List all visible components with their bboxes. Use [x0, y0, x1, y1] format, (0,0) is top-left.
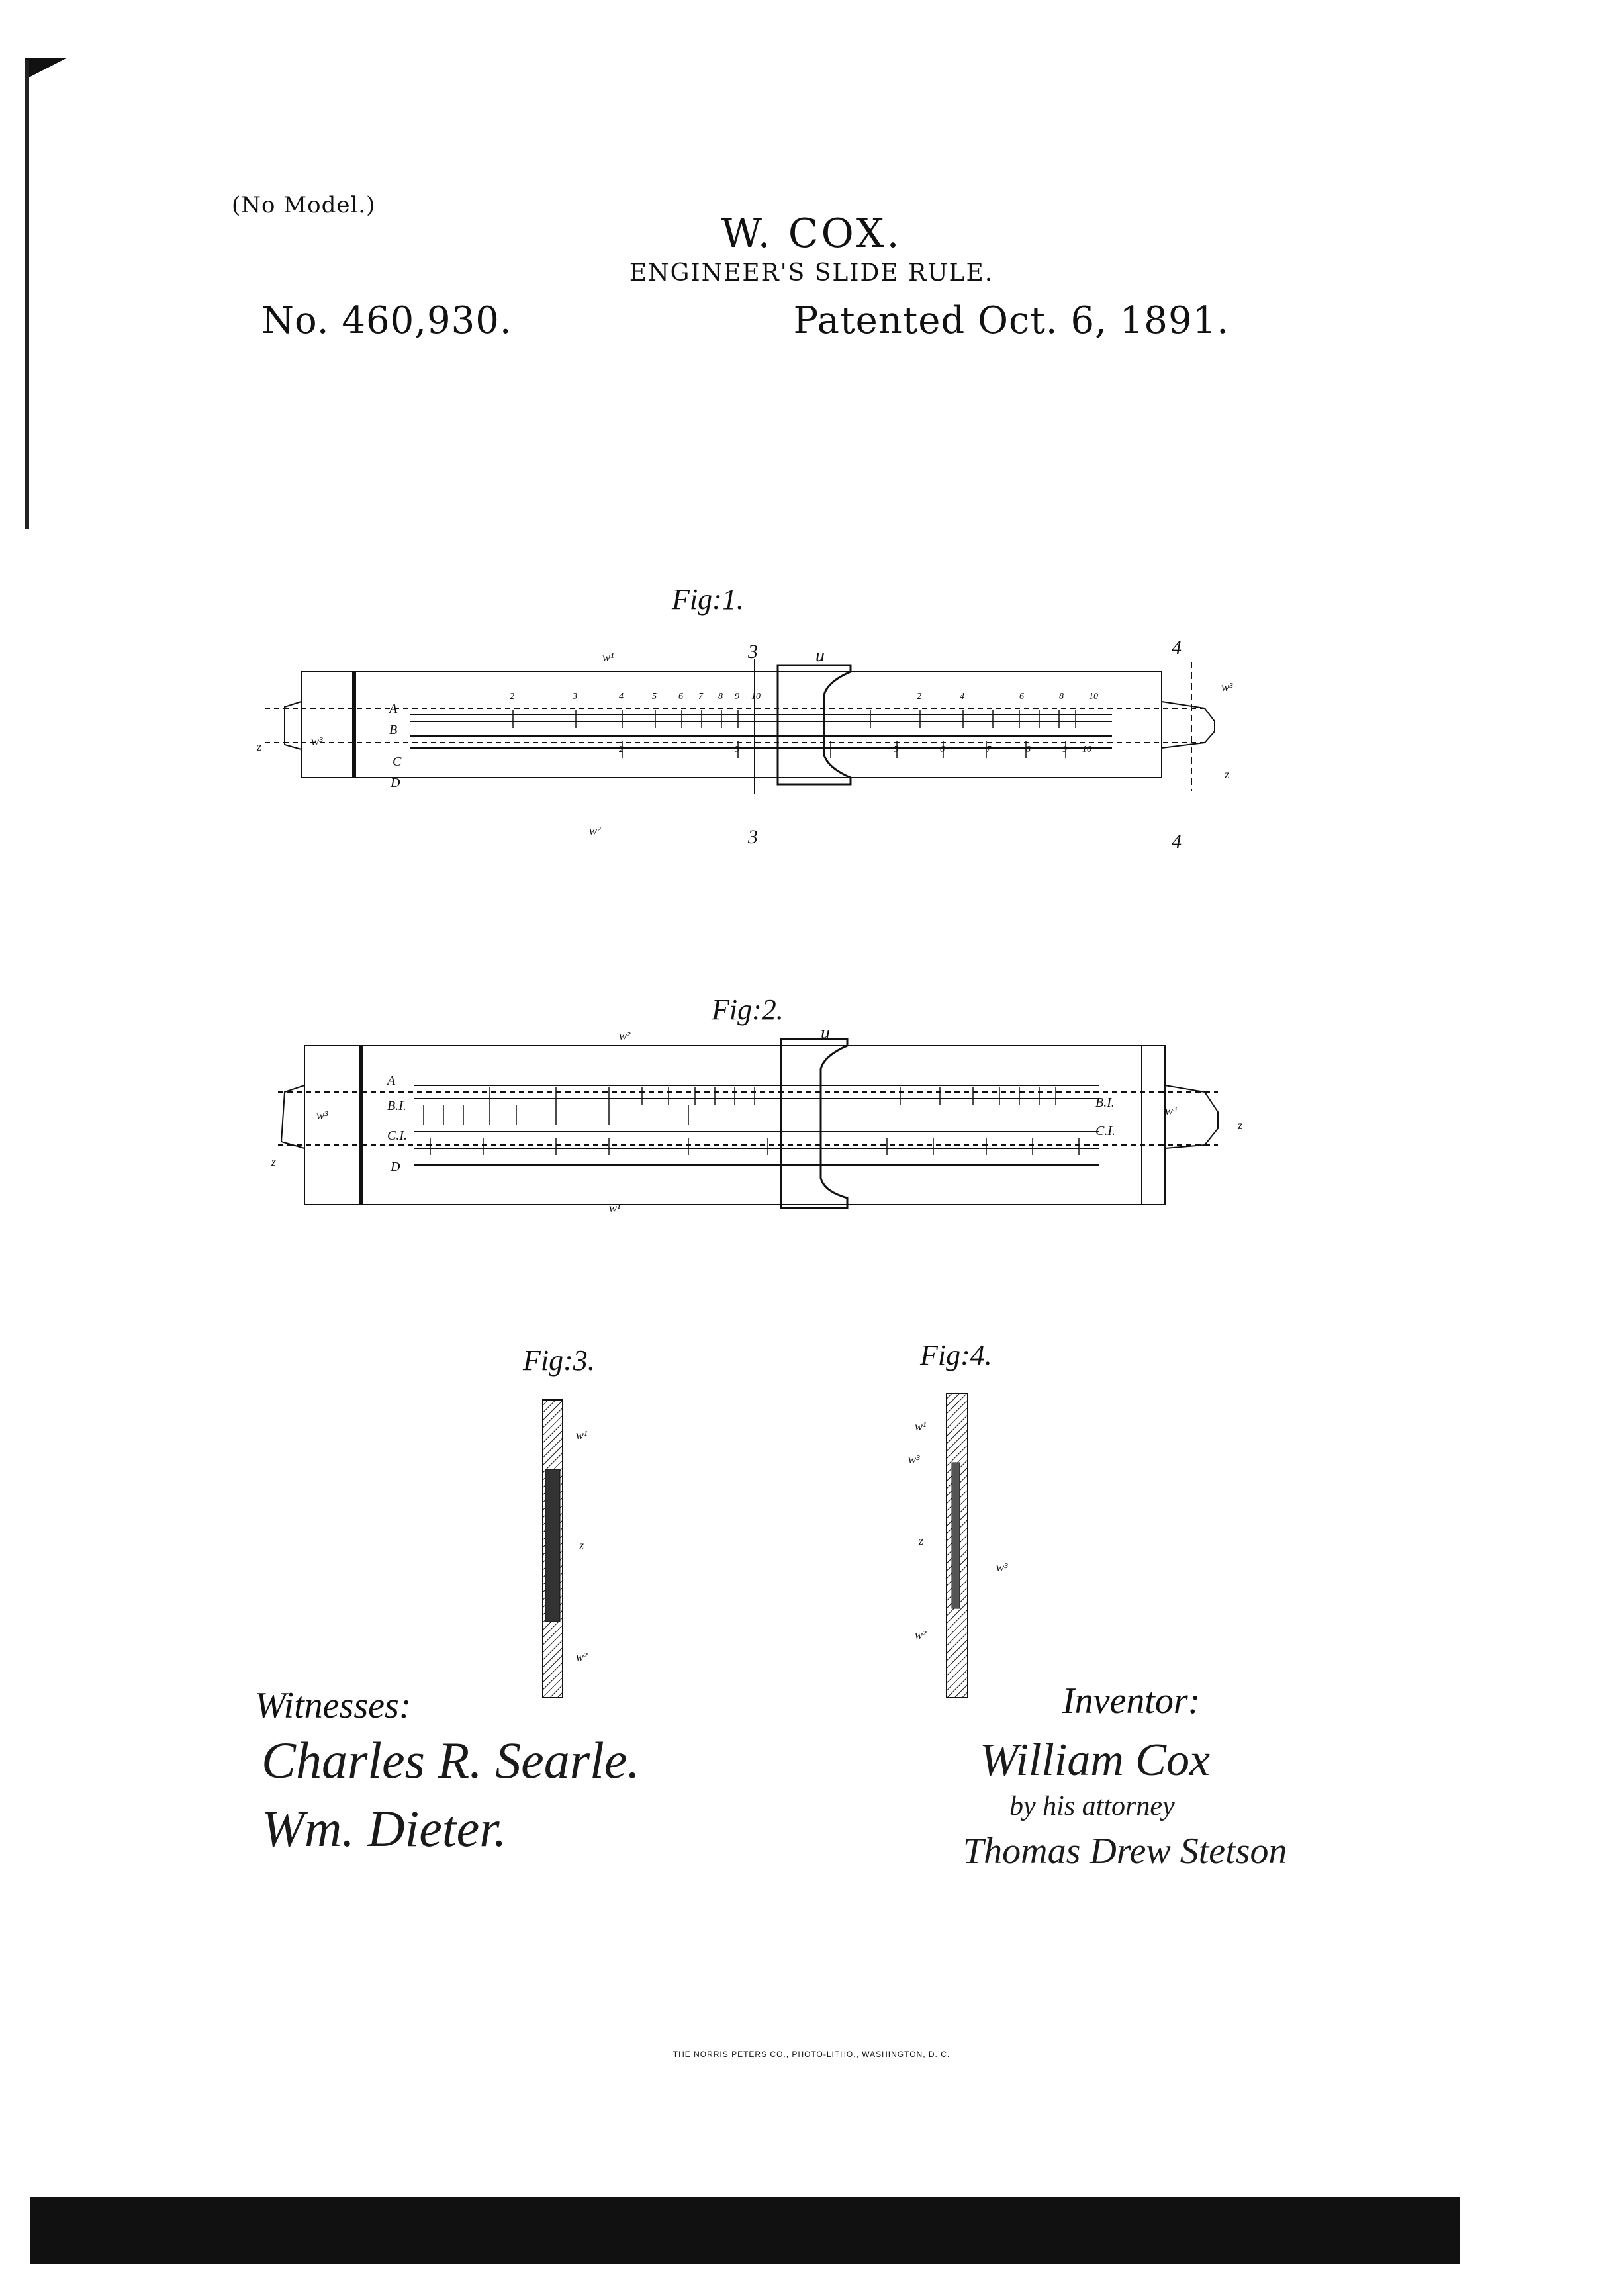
fig2-right-scale-CI: C.I.: [1095, 1124, 1115, 1138]
fig1-num-10: 10: [751, 692, 761, 702]
witness-signature-1: Charles R. Searle.: [261, 1731, 640, 1789]
fig1-scale-D: D: [391, 776, 400, 790]
inventor-signature: William Cox: [980, 1735, 1211, 1786]
witness-signature-2: Wm. Dieter.: [261, 1800, 507, 1857]
fig1-num-c2: 2: [619, 745, 624, 755]
fig2-right-scale-BI: B.I.: [1095, 1095, 1115, 1110]
fig1-num-c10: 10: [1082, 745, 1091, 755]
fig1-ref-4-bottom: 4: [1172, 831, 1182, 852]
fig1-num-9: 9: [735, 692, 739, 702]
fig1-ref-z-right: z: [1225, 768, 1230, 781]
fig2-ref-u: u: [821, 1023, 830, 1043]
fig1-label: Fig:1.: [672, 583, 744, 616]
fig1-ref-4-top: 4: [1172, 637, 1182, 659]
fig2-ref-z-right: z: [1238, 1119, 1243, 1132]
fig1-num-2: 2: [510, 692, 514, 702]
fig1-num-5: 5: [652, 692, 657, 702]
fig2-ref-w2: w²: [619, 1029, 631, 1042]
patent-title: ENGINEER'S SLIDE RULE.: [629, 259, 994, 287]
fig1-num-c9: 9: [1062, 745, 1067, 755]
fig1-scale-B: B: [389, 723, 398, 737]
fig2-ref-w1: w¹: [609, 1201, 621, 1215]
fig1-num-r6: 6: [1019, 692, 1024, 702]
fig1-scale-C: C: [393, 755, 402, 769]
fig2-scale-BI: B.I.: [387, 1099, 406, 1113]
fig1-num-c5: 5: [894, 745, 898, 755]
fig2-ref-w3-right: w³: [1165, 1104, 1177, 1117]
fig4-ref-w3-right: w³: [996, 1561, 1008, 1574]
fig1-ref-w3-left: w³: [311, 735, 323, 748]
no-model-note: (No Model.): [232, 192, 376, 218]
fig1-num-c6: 6: [940, 745, 945, 755]
fig3-label: Fig:3.: [523, 1344, 595, 1377]
fig1-ref-3-bottom: 3: [748, 826, 758, 848]
fig1-num-3: 3: [573, 692, 577, 702]
fig1-ref-w1: w¹: [602, 651, 614, 664]
fig4-ref-w3-upper: w³: [908, 1453, 920, 1466]
fig1-num-6: 6: [678, 692, 683, 702]
fig4-label: Fig:4.: [920, 1339, 992, 1371]
fig3-cross-section: [536, 1397, 576, 1701]
by-attorney-note: by his attorney: [1009, 1791, 1175, 1821]
attorney-signature: Thomas Drew Stetson: [963, 1831, 1287, 1872]
fig1-ref-z-left: z: [257, 740, 262, 753]
fig4-cross-section: [940, 1390, 980, 1701]
scan-corner-mark: [25, 58, 66, 79]
fig2-ref-w3-left: w³: [316, 1109, 328, 1122]
fig4-ref-z: z: [919, 1534, 924, 1547]
inventor-name: W. COX.: [721, 210, 902, 257]
fig1-scale-A: A: [389, 702, 398, 716]
fig1-ref-u: u: [815, 645, 825, 666]
fig1-ref-3-top: 3: [748, 641, 758, 663]
scan-left-edge: [25, 60, 29, 529]
fig2-scale-CI: C.I.: [387, 1128, 407, 1143]
fig3-ref-z: z: [579, 1539, 584, 1552]
fig1-ref-w3-right: w³: [1221, 680, 1233, 694]
fig1-ref-w2: w²: [589, 824, 601, 837]
fig1-num-c7: 7: [986, 745, 991, 755]
fig1-num-r10: 10: [1089, 692, 1098, 702]
scan-bottom-bar: [30, 2197, 1460, 2264]
fig1-num-r4: 4: [960, 692, 964, 702]
printer-imprint: THE NORRIS PETERS CO., PHOTO-LITHO., WASHINGTON, D. C.: [672, 2050, 951, 2059]
witnesses-label: Witnesses:: [255, 1685, 412, 1726]
fig2-label: Fig:2.: [712, 993, 784, 1026]
inventor-label: Inventor:: [1062, 1680, 1201, 1722]
fig1-num-4: 4: [619, 692, 624, 702]
fig1-num-r2: 2: [917, 692, 921, 702]
fig3-ref-w1: w¹: [576, 1428, 588, 1442]
patent-number: No. 460,930.: [261, 299, 512, 342]
fig1-num-7: 7: [698, 692, 703, 702]
fig2-scale-D: D: [391, 1160, 400, 1174]
fig4-ref-w2: w²: [915, 1628, 927, 1641]
fig1-num-c8: 8: [1026, 745, 1031, 755]
fig1-num-c3: 3: [735, 745, 739, 755]
patent-date: Patented Oct. 6, 1891.: [793, 299, 1229, 342]
fig1-num-r8: 8: [1059, 692, 1064, 702]
fig2-scale-A: A: [387, 1074, 396, 1088]
fig4-ref-w1: w¹: [915, 1420, 927, 1433]
fig3-ref-w2: w²: [576, 1650, 588, 1663]
fig1-num-8: 8: [718, 692, 723, 702]
fig2-ref-z-left: z: [271, 1155, 277, 1168]
